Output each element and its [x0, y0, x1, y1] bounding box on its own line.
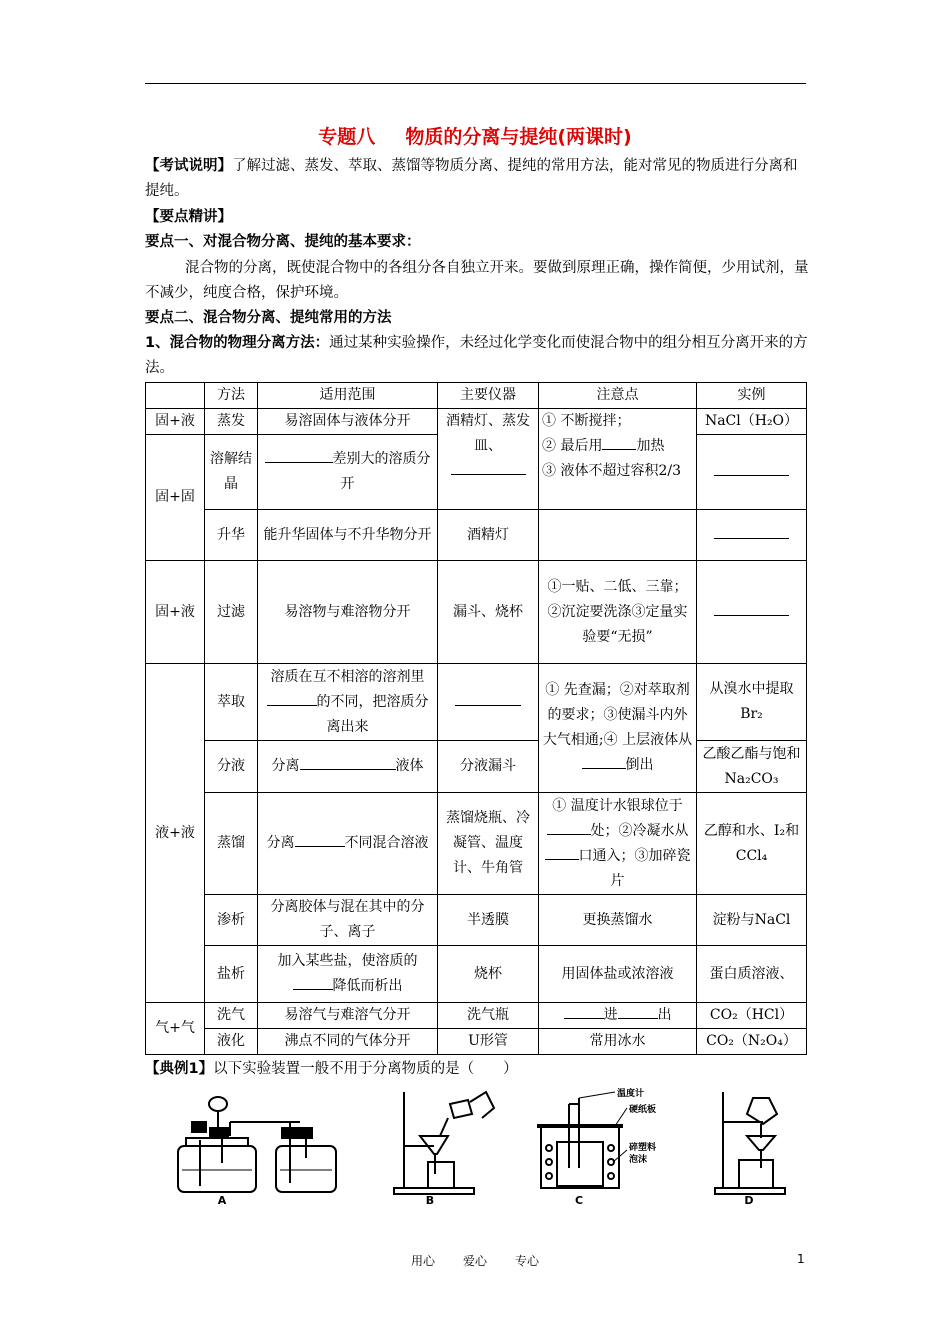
item1-paragraph [145, 331, 810, 381]
scope-cell: 易溶固体与液体分开 [258, 409, 438, 435]
table-header-row [146, 383, 807, 409]
point1-text: 混合物的分离，既使混合物中的各组分各自独立开来。要做到原理正确，操作简便，少用试剂，量不减少，纯度合格，保护环境。 [145, 260, 809, 301]
scope-cell: 易溶气与难溶气分开 [258, 1003, 438, 1029]
example-text: 以下实验装置一般不用于分离物质的是（ ） [213, 1061, 518, 1077]
method-cell: 过滤 [205, 561, 258, 664]
category-cell: 固+固 [146, 435, 205, 561]
exam-description [145, 154, 810, 204]
note-text: 出 [657, 1007, 672, 1023]
instrument-cell [438, 409, 539, 510]
example-cell: 乙醇和水、I₂和CCl₄ [697, 793, 807, 895]
figure-a-label: A [217, 1194, 227, 1206]
table-row [146, 741, 807, 793]
example-cell [697, 561, 807, 664]
answer-blank [451, 460, 526, 475]
instrument-cell: 洗气瓶 [438, 1003, 539, 1029]
header-cell: 注意点 [539, 383, 697, 409]
category-cell: 固+液 [146, 409, 205, 435]
header-cell: 方法 [205, 383, 258, 409]
header-cell: 适用范围 [258, 383, 438, 409]
figure-d-label: D [744, 1194, 754, 1206]
note-line: ② 最后用 [542, 438, 603, 454]
answer-blank [295, 832, 345, 847]
scope-cell: 沸点不同的气体分开 [258, 1029, 438, 1055]
category-cell: 液+液 [146, 664, 205, 1003]
table-row [146, 793, 807, 895]
note-text: 进 [603, 1007, 618, 1023]
header-cell: 实例 [697, 383, 807, 409]
page-number: 1 [797, 1252, 805, 1266]
example1-question [145, 1057, 810, 1082]
method-cell: 萃取 [205, 664, 258, 741]
item1-text: 通过某种实验操作，未经过化学变化而使混合物中的组分相互分离开来的方法。 [145, 335, 808, 376]
figure-c-foam-label: 碎塑料 [629, 1143, 657, 1153]
scope-cell [258, 435, 438, 510]
point2-title: 要点二、混合物分离、提纯常用的方法 [145, 310, 392, 326]
scope-text: 的不同，把溶质分离出来 [316, 693, 429, 735]
method-cell: 渗析 [205, 895, 258, 946]
figure-c-foam-label-2: 泡沫 [629, 1155, 648, 1165]
scope-cell [258, 664, 438, 741]
figure-d-separatory-funnel [713, 1088, 803, 1206]
instrument-cell: 烧杯 [438, 946, 539, 1003]
answer-blank [618, 1004, 658, 1019]
table-row [146, 510, 807, 561]
title-topic-number: 专题八 [318, 126, 376, 148]
note-cell [539, 409, 697, 510]
example-cell [697, 510, 807, 561]
example-cell: 蛋白质溶液、 [697, 946, 807, 1003]
example-cell: CO₂（HCl） [697, 1003, 807, 1029]
answer-blank [564, 1004, 604, 1019]
method-cell: 液化 [205, 1029, 258, 1055]
separation-methods-table [145, 382, 807, 1055]
scope-cell: 能升华固体与不升华物分开 [258, 510, 438, 561]
method-cell: 蒸馏 [205, 793, 258, 895]
instrument-text: 酒精灯、蒸发皿、 [446, 413, 530, 454]
scope-text: 不同混合溶液 [344, 835, 429, 851]
table-row [146, 1029, 807, 1055]
figure-c-board-label: 硬纸板 [629, 1105, 657, 1115]
category-cell: 气+气 [146, 1003, 205, 1055]
scope-cell: 易溶物与难溶物分开 [258, 561, 438, 664]
note-text: 口通入；③加碎瓷片 [578, 847, 691, 889]
exam-label: 【考试说明】 [145, 158, 232, 174]
table-row [146, 895, 807, 946]
example-cell: 从溴水中提取Br₂ [697, 664, 807, 741]
example-cell: 淀粉与NaCl [697, 895, 807, 946]
category-cell: 固+液 [146, 561, 205, 664]
answer-blank [602, 435, 636, 450]
answer-blank [582, 754, 626, 769]
scope-text: 差别大的溶质分开 [332, 451, 431, 492]
table-row [146, 561, 807, 664]
note-cell [539, 664, 697, 793]
table-row [146, 664, 807, 741]
instrument-cell: 蒸馏烧瓶、冷凝管、温度计、牛角管 [438, 793, 539, 895]
note-text: 处；②冷凝水从 [590, 822, 689, 839]
scope-cell [258, 741, 438, 793]
answer-blank [547, 820, 591, 835]
footer-word: 爱心 [462, 1254, 487, 1268]
title-topic-name: 物质的分离与提纯(两课时) [405, 126, 632, 148]
note-text: ① 温度计水银球位于 [552, 797, 683, 814]
answer-blank [300, 755, 396, 770]
scope-cell [258, 946, 438, 1003]
scope-text: 加入某些盐，使溶质的 [277, 953, 418, 969]
method-cell: 升华 [205, 510, 258, 561]
figure-c-label: C [574, 1194, 584, 1206]
note-cell: ①一贴、二低、三靠；②沉淀要洗涤③定量实验要“无损” [539, 561, 697, 664]
figure-c-thermometer-label: 温度计 [617, 1089, 645, 1099]
answer-blank [265, 448, 333, 463]
note-cell [539, 793, 697, 895]
answer-blank [714, 461, 789, 476]
note-cell [539, 510, 697, 561]
note-cell [539, 1003, 697, 1029]
table-row [146, 946, 807, 1003]
table-row [146, 409, 807, 435]
example-cell: CO₂（N₂O₄） [697, 1029, 807, 1055]
key-points-label: 【要点精讲】 [145, 209, 232, 225]
method-cell: 洗气 [205, 1003, 258, 1029]
example-label: 【典例1】 [145, 1061, 214, 1077]
scope-text: 溶质在互不相溶的溶剂里 [270, 668, 425, 685]
scope-cell [258, 793, 438, 895]
method-cell: 分液 [205, 741, 258, 793]
note-line: 加热 [636, 438, 665, 454]
figure-c-calorimeter [535, 1088, 685, 1206]
scope-cell: 分离胶体与混在其中的分子、离子 [258, 895, 438, 946]
footer-word: 用心 [410, 1254, 435, 1268]
point1-title: 要点一、对混合物分离、提纯的基本要求： [145, 234, 421, 250]
method-cell: 溶解结晶 [205, 435, 258, 510]
scope-text: 分离 [271, 758, 300, 774]
example-cell [697, 435, 807, 510]
footer-word: 专心 [515, 1254, 540, 1268]
instrument-cell: 半透膜 [438, 895, 539, 946]
scope-text: 分离 [266, 835, 295, 851]
note-cell: 更换蒸馏水 [539, 895, 697, 946]
instrument-cell: 分液漏斗 [438, 741, 539, 793]
header-rule [145, 83, 806, 84]
note-text: 倒出 [625, 757, 654, 773]
instrument-cell: U形管 [438, 1029, 539, 1055]
answer-blank [714, 524, 789, 539]
figure-b-label: B [425, 1194, 435, 1206]
answer-blank [267, 691, 317, 706]
answer-blank [455, 691, 521, 706]
instrument-cell: 漏斗、烧杯 [438, 561, 539, 664]
figure-a-second-bottle [270, 1088, 350, 1206]
note-text: ① 先查漏；②对萃取剂的要求；③使漏斗内外大气相通;④ 上层液体从 [542, 682, 693, 748]
exam-text: 了解过滤、蒸发、萃取、蒸馏等物质分离、提纯的常用方法，能对常见的物质进行分离和提纯。 [145, 158, 798, 199]
instrument-cell [438, 664, 539, 741]
header-cell: 主要仪器 [438, 383, 539, 409]
method-cell: 蒸发 [205, 409, 258, 435]
page-title [0, 122, 950, 149]
figure-b-filtration [390, 1088, 510, 1206]
header-cell [146, 383, 205, 409]
page-footer [0, 1252, 950, 1269]
example-cell: 乙酸乙酯与饱和Na₂CO₃ [697, 741, 807, 793]
answer-blank [293, 975, 333, 990]
note-line: ① 不断搅拌； [542, 413, 631, 429]
method-cell: 盐析 [205, 946, 258, 1003]
note-cell: 用固体盐或浓溶液 [539, 946, 697, 1003]
answer-blank [545, 845, 579, 860]
answer-blank [714, 601, 789, 616]
apparatus-figures [145, 1088, 806, 1208]
instrument-cell: 酒精灯 [438, 510, 539, 561]
item1-label: 1、混合物的物理分离方法： [145, 335, 330, 351]
example-cell: NaCl（H₂O） [697, 409, 807, 435]
table-row [146, 1003, 807, 1029]
note-line: ③ 液体不超过容积2/3 [542, 463, 681, 479]
scope-text: 降低而析出 [332, 978, 403, 994]
scope-text: 液体 [395, 758, 424, 774]
note-cell: 常用冰水 [539, 1029, 697, 1055]
